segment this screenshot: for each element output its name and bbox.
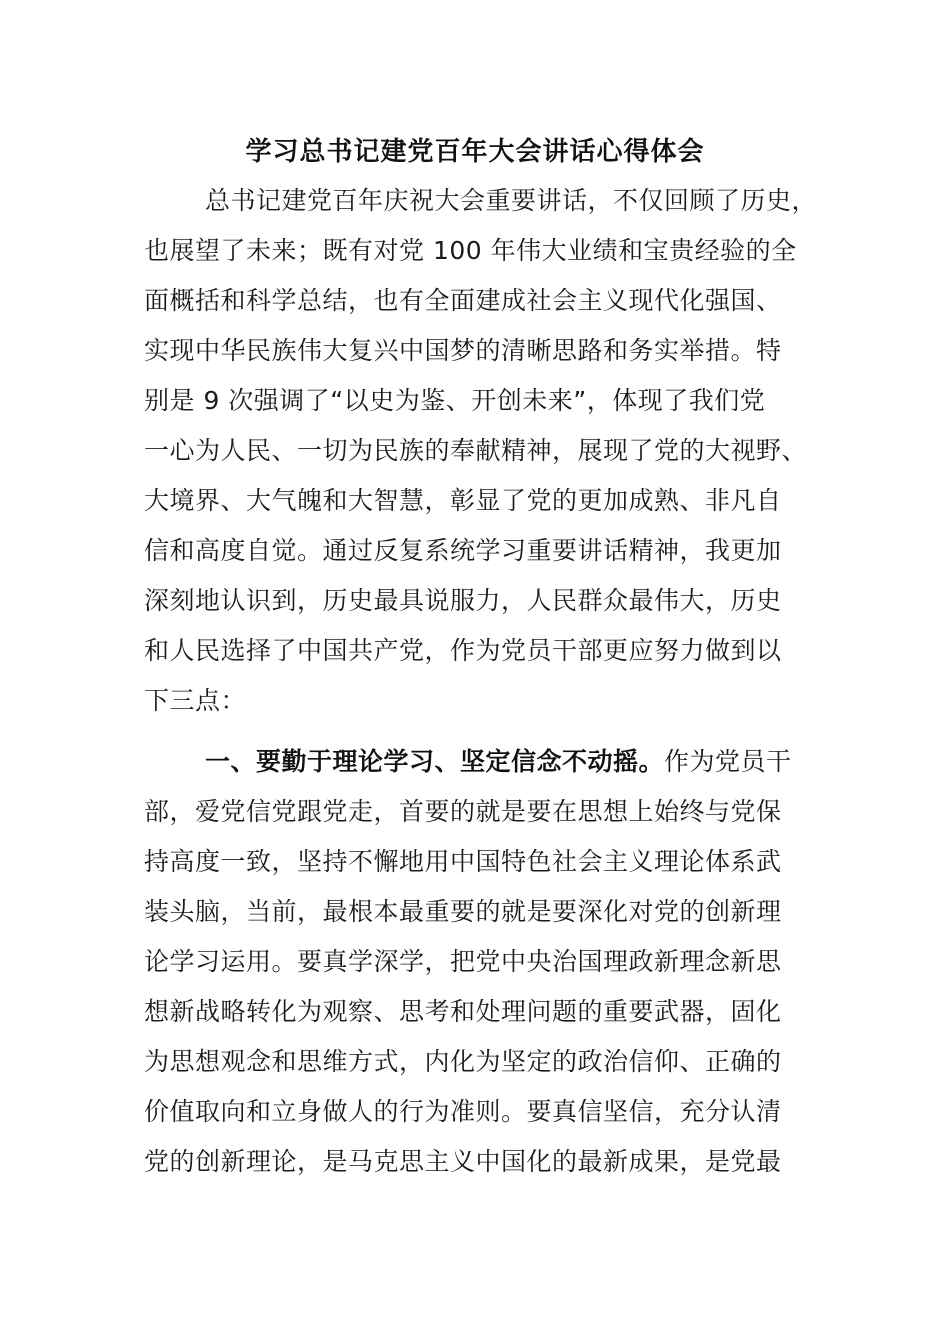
paragraph-line: 也展望了未来；既有对党 100 年伟大业绩和宝贵经验的全 xyxy=(144,236,797,265)
section-heading: 一、要勤于理论学习、坚定信念不动摇。 xyxy=(205,747,665,776)
section-first-line xyxy=(205,737,815,787)
section-line: 想新战略转化为观察、思考和处理问题的重要武器，固化 xyxy=(144,997,782,1026)
paragraph-line: 面概括和科学总结，也有全面建成社会主义现代化强国、 xyxy=(144,286,782,315)
section-line: 党的创新理论，是马克思主义中国化的最新成果，是党最 xyxy=(144,1147,782,1176)
paragraph-line: 实现中华民族伟大复兴中国梦的清晰思路和务实举措。特 xyxy=(144,336,782,365)
section-line: 部，爱党信党跟党走，首要的就是要在思想上始终与党保 xyxy=(144,797,782,826)
paragraph-line: 大境界、大气魄和大智慧，彰显了党的更加成熟、非凡自 xyxy=(144,486,782,515)
paragraph-line: 和人民选择了中国共产党，作为党员干部更应努力做到以 xyxy=(144,636,782,665)
section-line: 论学习运用。要真学深学，把党中央治国理政新理念新思 xyxy=(144,947,782,976)
paragraph-line: 别是 9 次强调了“以史为鉴、开创未来”，体现了我们党 xyxy=(144,386,766,415)
paragraph-line: 总书记建党百年庆祝大会重要讲话，不仅回顾了历史， xyxy=(205,186,818,215)
paragraph-line: 信和高度自觉。通过反复系统学习重要讲话精神，我更加 xyxy=(144,536,782,565)
section-line: 价值取向和立身做人的行为准则。要真信坚信，充分认清 xyxy=(144,1097,782,1126)
section-line: 装头脑，当前，最根本最重要的就是要深化对党的创新理 xyxy=(144,897,782,926)
document-title: 学习总书记建党百年大会讲话心得体会 xyxy=(245,137,705,167)
paragraph-line: 深刻地认识到，历史最具说服力，人民群众最伟大，历史 xyxy=(144,586,782,615)
section-line: 持高度一致，坚持不懈地用中国特色社会主义理论体系武 xyxy=(144,847,782,876)
section-first-line-text: 作为党员干 xyxy=(664,747,792,776)
paragraph-line: 下三点： xyxy=(144,686,247,715)
section-line: 为思想观念和思维方式，内化为坚定的政治信仰、正确的 xyxy=(144,1047,782,1076)
paragraph-line: 一心为人民、一切为民族的奉献精神，展现了党的大视野、 xyxy=(144,436,808,465)
